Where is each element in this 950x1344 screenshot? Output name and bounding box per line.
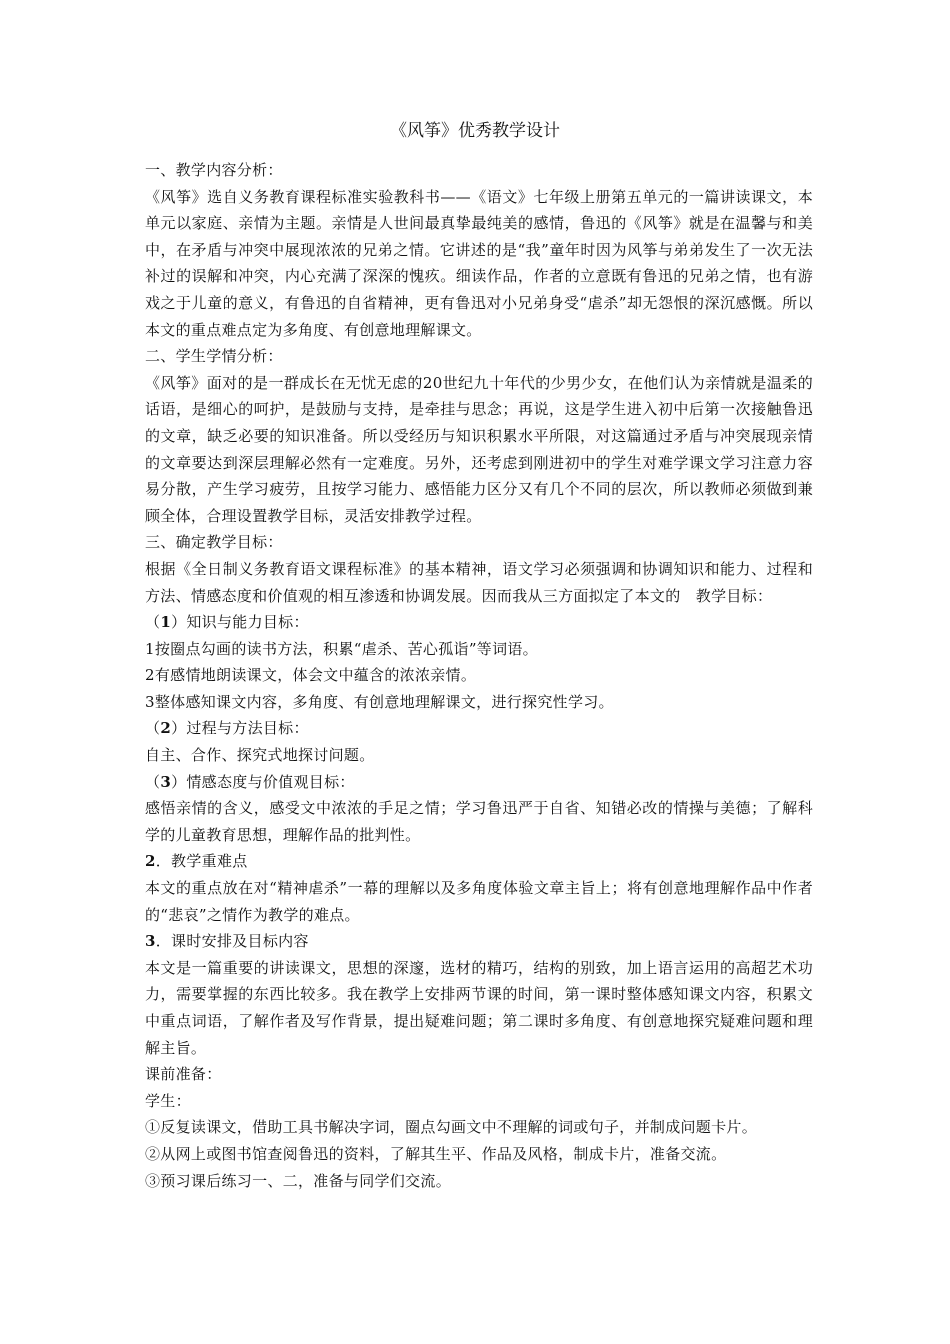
goal-item: 1按圈点勾画的读书方法，积累“虐杀、苦心孤诣”等词语。 bbox=[145, 639, 538, 658]
paragraph-schedule: 本文是一篇重要的讲读课文，思想的深邃，选材的精巧，结构的别致，加上语言运用的高超艺术功力，需要掌握的东西比较多。我在教学上安排两节课的时间，第一课时整体感知课文内容，积累文中重点词语，了解作者及写作背景，提出疑难问题；第二课时多角度、有创意地探究疑难问题和理解主旨。 bbox=[145, 958, 813, 1057]
goal-number: 2 bbox=[160, 719, 172, 738]
paragraph-student-analysis: 《风筝》面对的是一群成长在无忧无虑的20世纪九十年代的少男少女，在他们认为亲情就是温柔的话语，是细心的呵护，是鼓励与支持，是牵挂与思念；再说，这是学生进入初中后第一次接触鲁迅的文章，缺乏必要的知识准备。所以受经历与知识积累水平所限，对这篇通过矛盾与冲突展现亲情的文章要达到深层理解必然有一定难度。另外，还考虑到刚进初中的学生对难学课文学习注意力容易分散，产生学习疲劳，且按学习能力、感悟能力区分又有几个不同的层次，所以教师必须做到兼顾全体，合理设置教学目标，灵活安排教学过程。 bbox=[145, 373, 813, 525]
paragraph-content-analysis: 《风筝》选自义务教育课程标准实验教科书——《语文》七年级上册第五单元的一篇讲读课文，本单元以家庭、亲情为主题。亲情是人世间最真挚最纯美的感情，鲁迅的《风筝》就是在温馨与和美中，在矛盾与冲突中展现浓浓的兄弟之情。它讲述的是“我”童年时因为风筝与弟弟发生了一次无法补过的误解和冲突，内心充满了深深的愧疚。细读作品，作者的立意既有鲁迅的兄弟之情，也有游戏之于儿童的意义，有鲁迅的自省精神，更有鲁迅对小兄弟身受“虐杀”却无怨恨的深沉感慨。所以本文的重点难点定为多角度、有创意地理解课文。 bbox=[145, 187, 813, 339]
section-heading-schedule bbox=[145, 928, 813, 955]
goal-heading-knowledge: （1）知识与能力目标： bbox=[145, 613, 309, 632]
prep-item: ②从网上或图书馆查阅鲁迅的资料，了解其生平、作品及风格，制成卡片，准备交流。 bbox=[145, 1144, 727, 1163]
student-label: 学生： bbox=[145, 1091, 191, 1110]
section-heading-key-points bbox=[145, 848, 813, 875]
goal-heading-emotion: （3）情感态度与价值观目标： bbox=[145, 772, 355, 791]
section-number: 3 bbox=[145, 932, 156, 951]
paragraph-process-goal: 自主、合作、探究式地探讨问题。 bbox=[145, 746, 375, 765]
prep-item: ③预习课后练习一、二，准备与同学们交流。 bbox=[145, 1171, 452, 1190]
goal-heading-text: ）知识与能力目标： bbox=[171, 613, 309, 632]
goal-heading-text: ）情感态度与价值观目标： bbox=[171, 772, 355, 791]
section-number: 2 bbox=[145, 852, 156, 871]
goal-heading-process: （2）过程与方法目标： bbox=[145, 719, 309, 738]
section-heading-text: ．教学重难点 bbox=[155, 852, 248, 871]
section-heading-student-analysis: 二、学生学情分析： bbox=[145, 347, 283, 366]
paragraph-emotion-goal: 感悟亲情的含义，感受文中浓浓的手足之情；学习鲁迅严于自省、知错必改的情操与美德；了解科学的儿童教育思想，理解作品的批判性。 bbox=[145, 799, 813, 844]
document-title: 《风筝》优秀教学设计 bbox=[390, 121, 560, 141]
section-heading-text: ．课时安排及目标内容 bbox=[155, 932, 309, 951]
goal-item: 3整体感知课文内容，多角度、有创意地理解课文，进行探究性学习。 bbox=[145, 692, 614, 711]
section-heading-preparation: 课前准备： bbox=[145, 1065, 222, 1084]
goal-number: 3 bbox=[160, 772, 172, 791]
document-body bbox=[145, 157, 813, 1194]
section-heading-content-analysis: 一、教学内容分析： bbox=[145, 161, 283, 179]
goal-number: 1 bbox=[160, 613, 172, 632]
paragraph-teaching-goals: 根据《全日制义务教育语文课程标准》的基本精神，语文学习必须强调和协调知识和能力、过程和方法、情感态度和价值观的相互渗透和协调发展。因而我从三方面拟定了本文的 教学目标： bbox=[145, 559, 813, 605]
prep-item: ①反复读课文，借助工具书解决字词，圈点勾画文中不理解的词或句子，并制成问题卡片。 bbox=[145, 1118, 758, 1137]
paragraph-key-points: 本文的重点放在对“精神虐杀”一幕的理解以及多角度体验文章主旨上；将有创意地理解作品中作者的“悲哀”之情作为教学的难点。 bbox=[145, 879, 813, 924]
section-heading-teaching-goals: 三、确定教学目标： bbox=[145, 533, 283, 552]
goal-item: 2有感情地朗读课文，体会文中蕴含的浓浓亲情。 bbox=[145, 666, 477, 685]
goal-heading-text: ）过程与方法目标： bbox=[171, 719, 309, 738]
